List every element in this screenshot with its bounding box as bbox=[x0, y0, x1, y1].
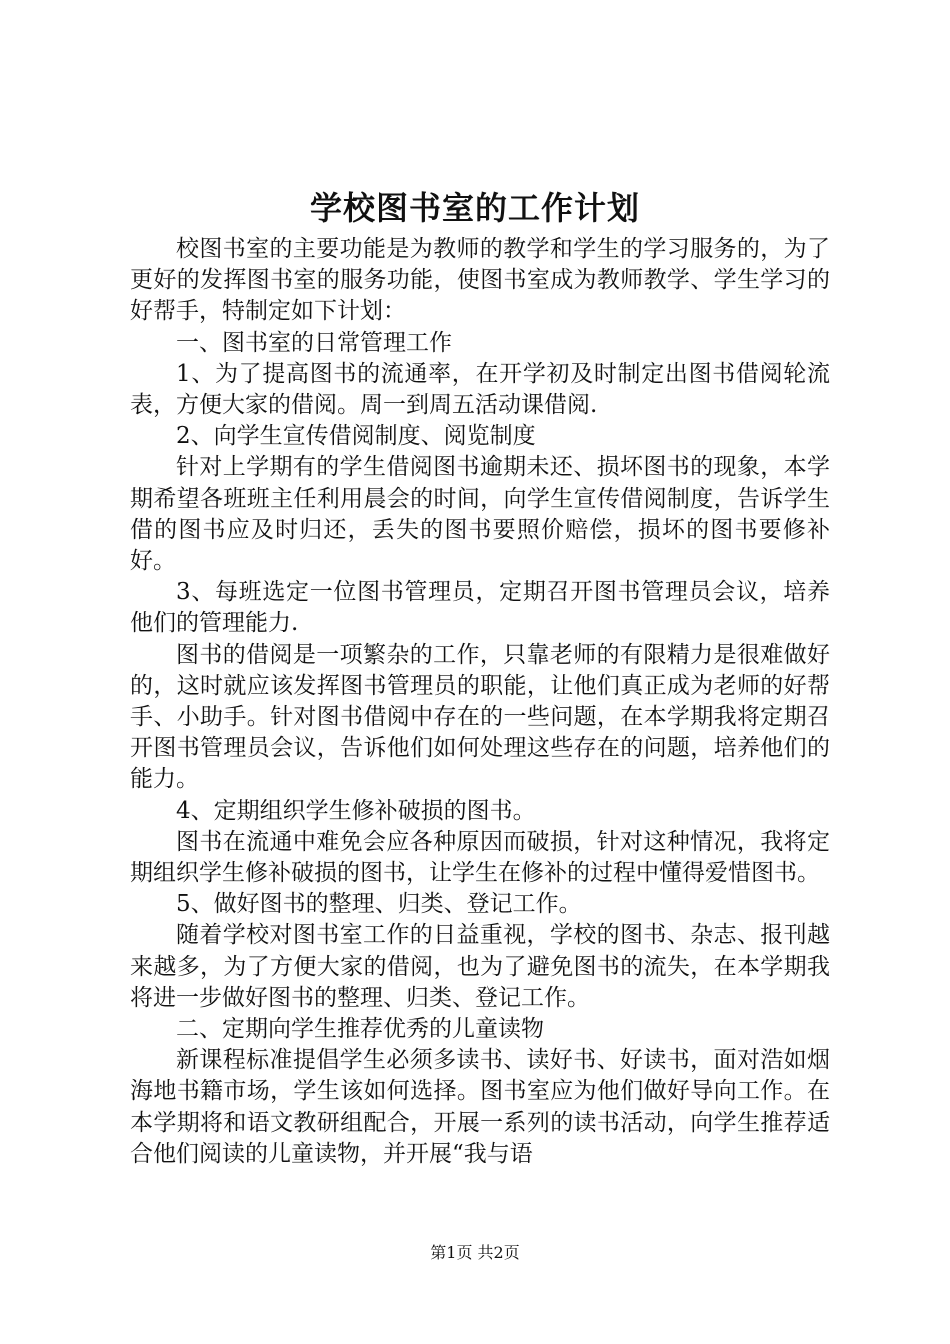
paragraph-item-4-body: 图书在流通中难免会应各种原因而破损，针对这种情况，我将定期组织学生修补破损的图书，让学生在修补的过程中懂得爱惜图书。 bbox=[130, 828, 830, 887]
paragraph-item-3: 3、每班选定一位图书管理员，定期召开图书管理员会议，培养他们的管理能力. bbox=[130, 579, 830, 637]
paragraph-item-5-heading: 5、做好图书的整理、归类、登记工作。 bbox=[176, 891, 582, 918]
paragraph-item-5-body: 随着学校对图书室工作的日益重视，学校的图书、杂志、报刊越来越多，为了方便大家的借阅，也为了避免图书的流失，在本学期我将进一步做好图书的整理、归类、登记工作。 bbox=[130, 922, 830, 1011]
paragraph-item-4-heading: 4、定期组织学生修补破损的图书。 bbox=[176, 797, 536, 824]
section-heading-1: 一、图书室的日常管理工作 bbox=[176, 329, 452, 356]
paragraph-section-2-body: 新课程标准提倡学生必须多读书、读好书、好读书，面对浩如烟海地书籍市场，学生该如何选择。图书室应为他们做好导向工作。在本学期将和语文教研组配合，开展一系列的读书活动，向学生推荐适合他们阅读的儿童读物，并开展“我与语 bbox=[130, 1047, 830, 1167]
document-body bbox=[130, 234, 830, 1170]
paragraph-item-2-heading: 2、向学生宣传借阅制度、阅览制度 bbox=[176, 423, 536, 450]
page-number-footer: 第1页 共2页 bbox=[430, 1243, 520, 1262]
paragraph-item-2-body: 针对上学期有的学生借阅图书逾期未还、损坏图书的现象，本学期希望各班班主任利用晨会的时间，向学生宣传借阅制度，告诉学生借的图书应及时归还，丢失的图书要照价赔偿，损坏的图书要修补好。 bbox=[130, 454, 830, 575]
paragraph-item-3-body: 图书的借阅是一项繁杂的工作，只靠老师的有限精力是很难做好的，这时就应该发挥图书管理员的职能，让他们真正成为老师的好帮手、小助手。针对图书借阅中存在的一些问题，在本学期我将定期召开图书管理员会议，告诉他们如何处理这些存在的问题，培养他们的能力。 bbox=[130, 641, 830, 793]
section-heading-2: 二、定期向学生推荐优秀的儿童读物 bbox=[176, 1016, 544, 1043]
paragraph-intro: 校图书室的主要功能是为教师的教学和学生的学习服务的，为了更好的发挥图书室的服务功能，使图书室成为教师教学、学生学习的好帮手，特制定如下计划： bbox=[130, 236, 830, 325]
document-title: 学校图书室的工作计划 bbox=[309, 189, 640, 227]
paragraph-item-1: 1、为了提高图书的流通率，在开学初及时制定出图书借阅轮流表，方便大家的借阅。周一到周五活动课借阅. bbox=[130, 360, 830, 419]
